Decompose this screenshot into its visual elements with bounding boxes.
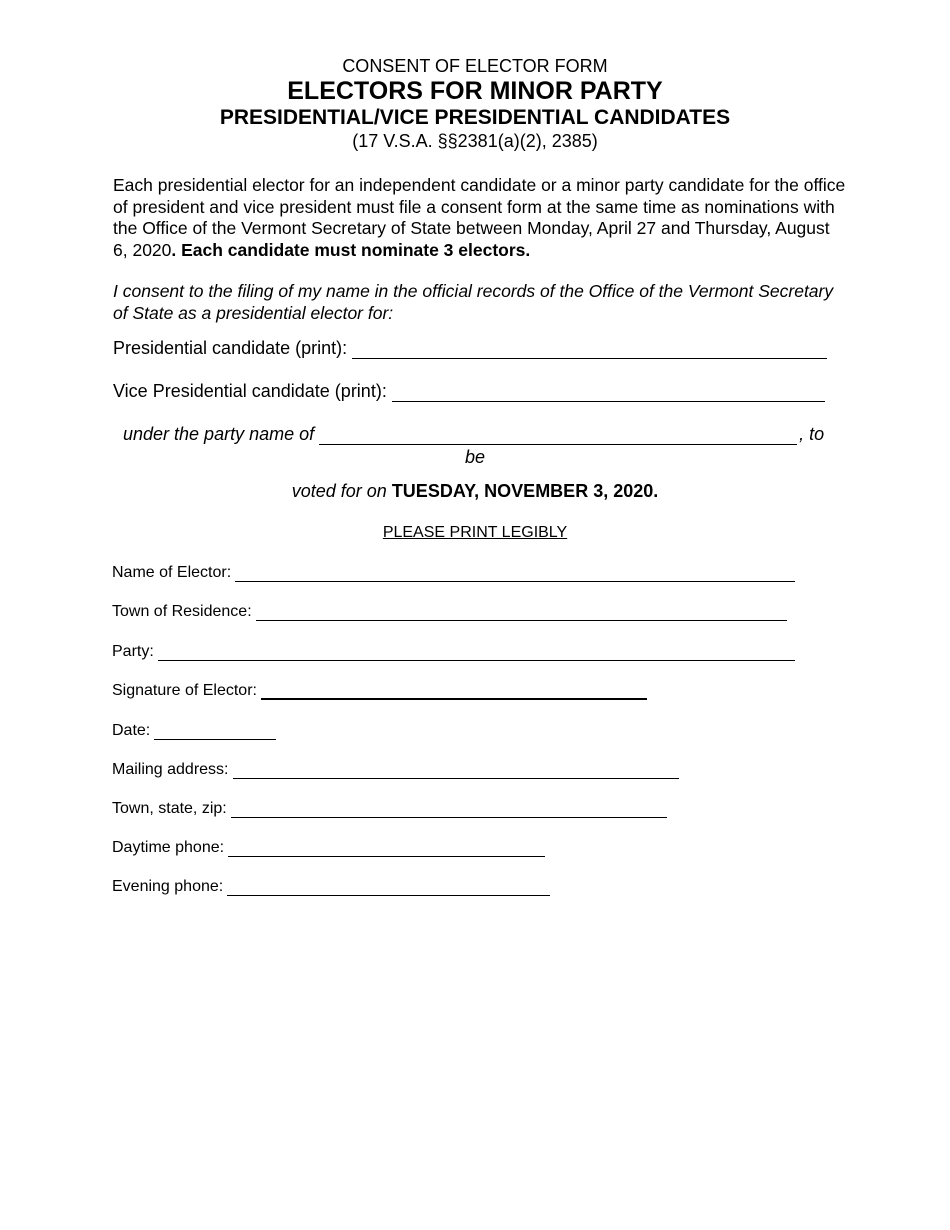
form-subtitle: PRESIDENTIAL/VICE PRESIDENTIAL CANDIDATES — [219, 106, 731, 129]
election-date: TUESDAY, NOVEMBER 3, 2020. — [391, 481, 659, 501]
evening-phone-blank[interactable] — [227, 879, 550, 896]
vice-presidential-candidate-label: Vice Presidential candidate (print): — [113, 381, 387, 401]
statute-reference: (17 V.S.A. §§2381(a)(2), 2385) — [352, 131, 598, 151]
town-state-zip-label: Town, state, zip: — [112, 800, 227, 817]
party-clause-be: be — [464, 447, 486, 467]
print-legibly-notice: PLEASE PRINT LEGIBLY — [382, 524, 568, 541]
vice-presidential-candidate-field — [113, 381, 825, 402]
intro-text: Each presidential elector for an independent candidate or a minor party candidate for the office of president and vice president must file a consent form at the same time as nominations with the Office of the Vermont Secretary of State between Monday, April 27 and Thursday, August 6, 2020 — [113, 175, 846, 260]
elector-name-field — [112, 564, 795, 582]
town-of-residence-blank[interactable] — [256, 604, 787, 621]
elector-name-label: Name of Elector: — [112, 564, 232, 581]
town-of-residence-field — [112, 603, 787, 621]
daytime-phone-blank[interactable] — [228, 840, 545, 857]
consent-statement: I consent to the filing of my name in the official records of the Office of the Vermont Secretary of State as a presidential elector for: — [113, 281, 834, 323]
daytime-phone-field — [112, 839, 545, 857]
intro-bold-text: . Each candidate must nominate 3 electors. — [171, 239, 531, 260]
intro-paragraph — [113, 175, 848, 261]
mailing-address-blank[interactable] — [233, 762, 679, 779]
evening-phone-label: Evening phone: — [112, 878, 224, 895]
party-name-field — [123, 424, 824, 445]
party-blank[interactable] — [158, 644, 795, 661]
town-state-zip-field — [112, 800, 667, 818]
election-date-line — [0, 481, 950, 502]
party-field — [112, 643, 795, 661]
date-blank[interactable] — [154, 723, 276, 740]
presidential-candidate-blank[interactable] — [352, 340, 827, 359]
signature-label: Signature of Elector: — [112, 682, 257, 699]
elector-name-blank[interactable] — [235, 565, 795, 582]
date-field — [112, 722, 276, 740]
form-label: CONSENT OF ELECTOR FORM — [342, 56, 608, 76]
party-name-suffix: , to — [799, 424, 825, 444]
town-state-zip-blank[interactable] — [231, 801, 667, 818]
mailing-address-label: Mailing address: — [112, 761, 229, 778]
form-title: ELECTORS FOR MINOR PARTY — [287, 77, 663, 105]
signature-blank[interactable] — [261, 682, 647, 700]
voted-for-text: voted for on — [291, 481, 387, 501]
signature-field — [112, 682, 647, 700]
evening-phone-field — [112, 878, 550, 896]
mailing-address-field — [112, 761, 679, 779]
date-label: Date: — [112, 722, 151, 739]
vice-presidential-candidate-blank[interactable] — [392, 383, 825, 402]
party-name-blank[interactable] — [319, 426, 797, 445]
presidential-candidate-label: Presidential candidate (print): — [113, 338, 348, 358]
presidential-candidate-field — [113, 338, 827, 359]
town-of-residence-label: Town of Residence: — [112, 603, 252, 620]
party-name-label: under the party name of — [123, 424, 315, 444]
daytime-phone-label: Daytime phone: — [112, 839, 225, 856]
party-label: Party: — [112, 643, 154, 660]
